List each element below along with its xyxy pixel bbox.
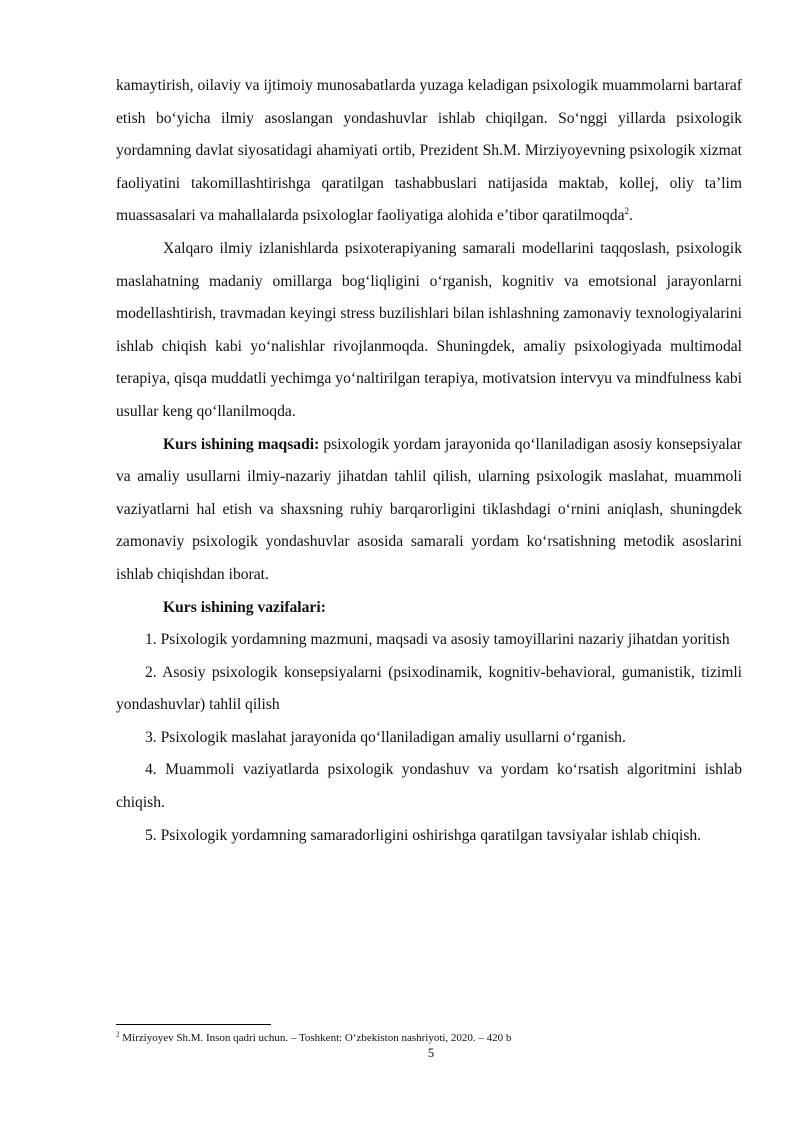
- footnote: [116, 1031, 511, 1045]
- footnote-text: Mirziyoyev Sh.M. Inson qadri uchun. – Toshkent: O‘zbekiston nashriyoti, 2020. – 420 b: [119, 1032, 512, 1044]
- goal-text: psixologik yordam jarayonida qo‘llaniladigan asosiy konsepsiyalar va amaliy usullarni ilmiy-nazariy jihatdan tahlil qilish, ularning psixologik maslahat, muammoli vaziyatlarni hal etish va shaxsning ruhiy barqarorligini tiklashdagi o‘rnini aniqlash, shuningdek zamonaviy psixologik yondashuvlar asosida samarali yordam ko‘rsatishning metodik asoslarini ishlab chiqishdan iborat.: [116, 435, 742, 583]
- paragraph-intro-text: kamaytirish, oilaviy va ijtimoiy munosabatlarda yuzaga keladigan psixologik muammolarni bartaraf etish bo‘yicha ilmiy asoslangan yondashuvlar ishlab chiqilgan. So‘nggi yillarda psixologik yordamning davlat siyosatidagi ahamiyati ortib, Prezident Sh.M. Mirziyoyevning psixologik xizmat faoliyatini takomillashtirishga qaratilgan tashabbuslari natijasida maktab, kollej, oliy ta’lim muassasalari va mahallalarda psixologlar faoliyatiga alohida e’tibor qaratilmoqda: [116, 77, 742, 225]
- tasks-heading: Kurs ishining vazifalari:: [163, 598, 326, 616]
- document-body: [116, 70, 742, 852]
- footnote-reference[interactable]: 2: [624, 206, 629, 217]
- task-item-2: 2. Asosiy psixologik konsepsiyalarni (psixodinamik, kognitiv-behavioral, gumanistik, tizimli yondashuvlar) tahlil qilish: [116, 663, 742, 714]
- paragraph-intro: [116, 70, 742, 233]
- paragraph-international-research: Xalqaro ilmiy izlanishlarda psixoterapiyaning samarali modellarini taqqoslash, psixologik maslahatning madaniy omillarga bog‘liqligini o‘rganish, kognitiv va emotsional jarayonlarni modellashtirish, travmadan keyingi stress buzilishlari bilan ishlashning zamonaviy texnologiyalarini ishlab chiqish kabi yo‘nalishlar rivojlanmoqda. Shuningdek, amaliy psixologiyada multimodal terapiya, qisqa muddatli yechimga yo‘naltirilgan terapiya, motivatsion intervyu va mindfulness kabi usullar keng qo‘llanilmoqda.: [116, 239, 742, 420]
- task-item-3: 3. Psixologik maslahat jarayonida qo‘llaniladigan amaliy usullarni o‘rganish.: [145, 728, 626, 746]
- goal-label: Kurs ishining maqsadi:: [163, 435, 320, 453]
- task-item-5: 5. Psixologik yordamning samaradorligini oshirishga qaratilgan tavsiyalar ishlab chiqish.: [145, 826, 702, 844]
- task-item-4: 4. Muammoli vaziyatlarda psixologik yondashuv va yordam ko‘rsatish algoritmini ishlab chiqish.: [116, 761, 742, 812]
- footnote-divider: [116, 1024, 271, 1025]
- paragraph-intro-end: .: [629, 207, 633, 225]
- footnote-marker: 2: [116, 1030, 120, 1039]
- page-number: 5: [427, 1046, 435, 1060]
- paragraph-goal: [116, 429, 742, 592]
- task-item-1: 1. Psixologik yordamning mazmuni, maqsadi va asosiy tamoyillarini nazariy jihatdan yoritish: [145, 631, 730, 649]
